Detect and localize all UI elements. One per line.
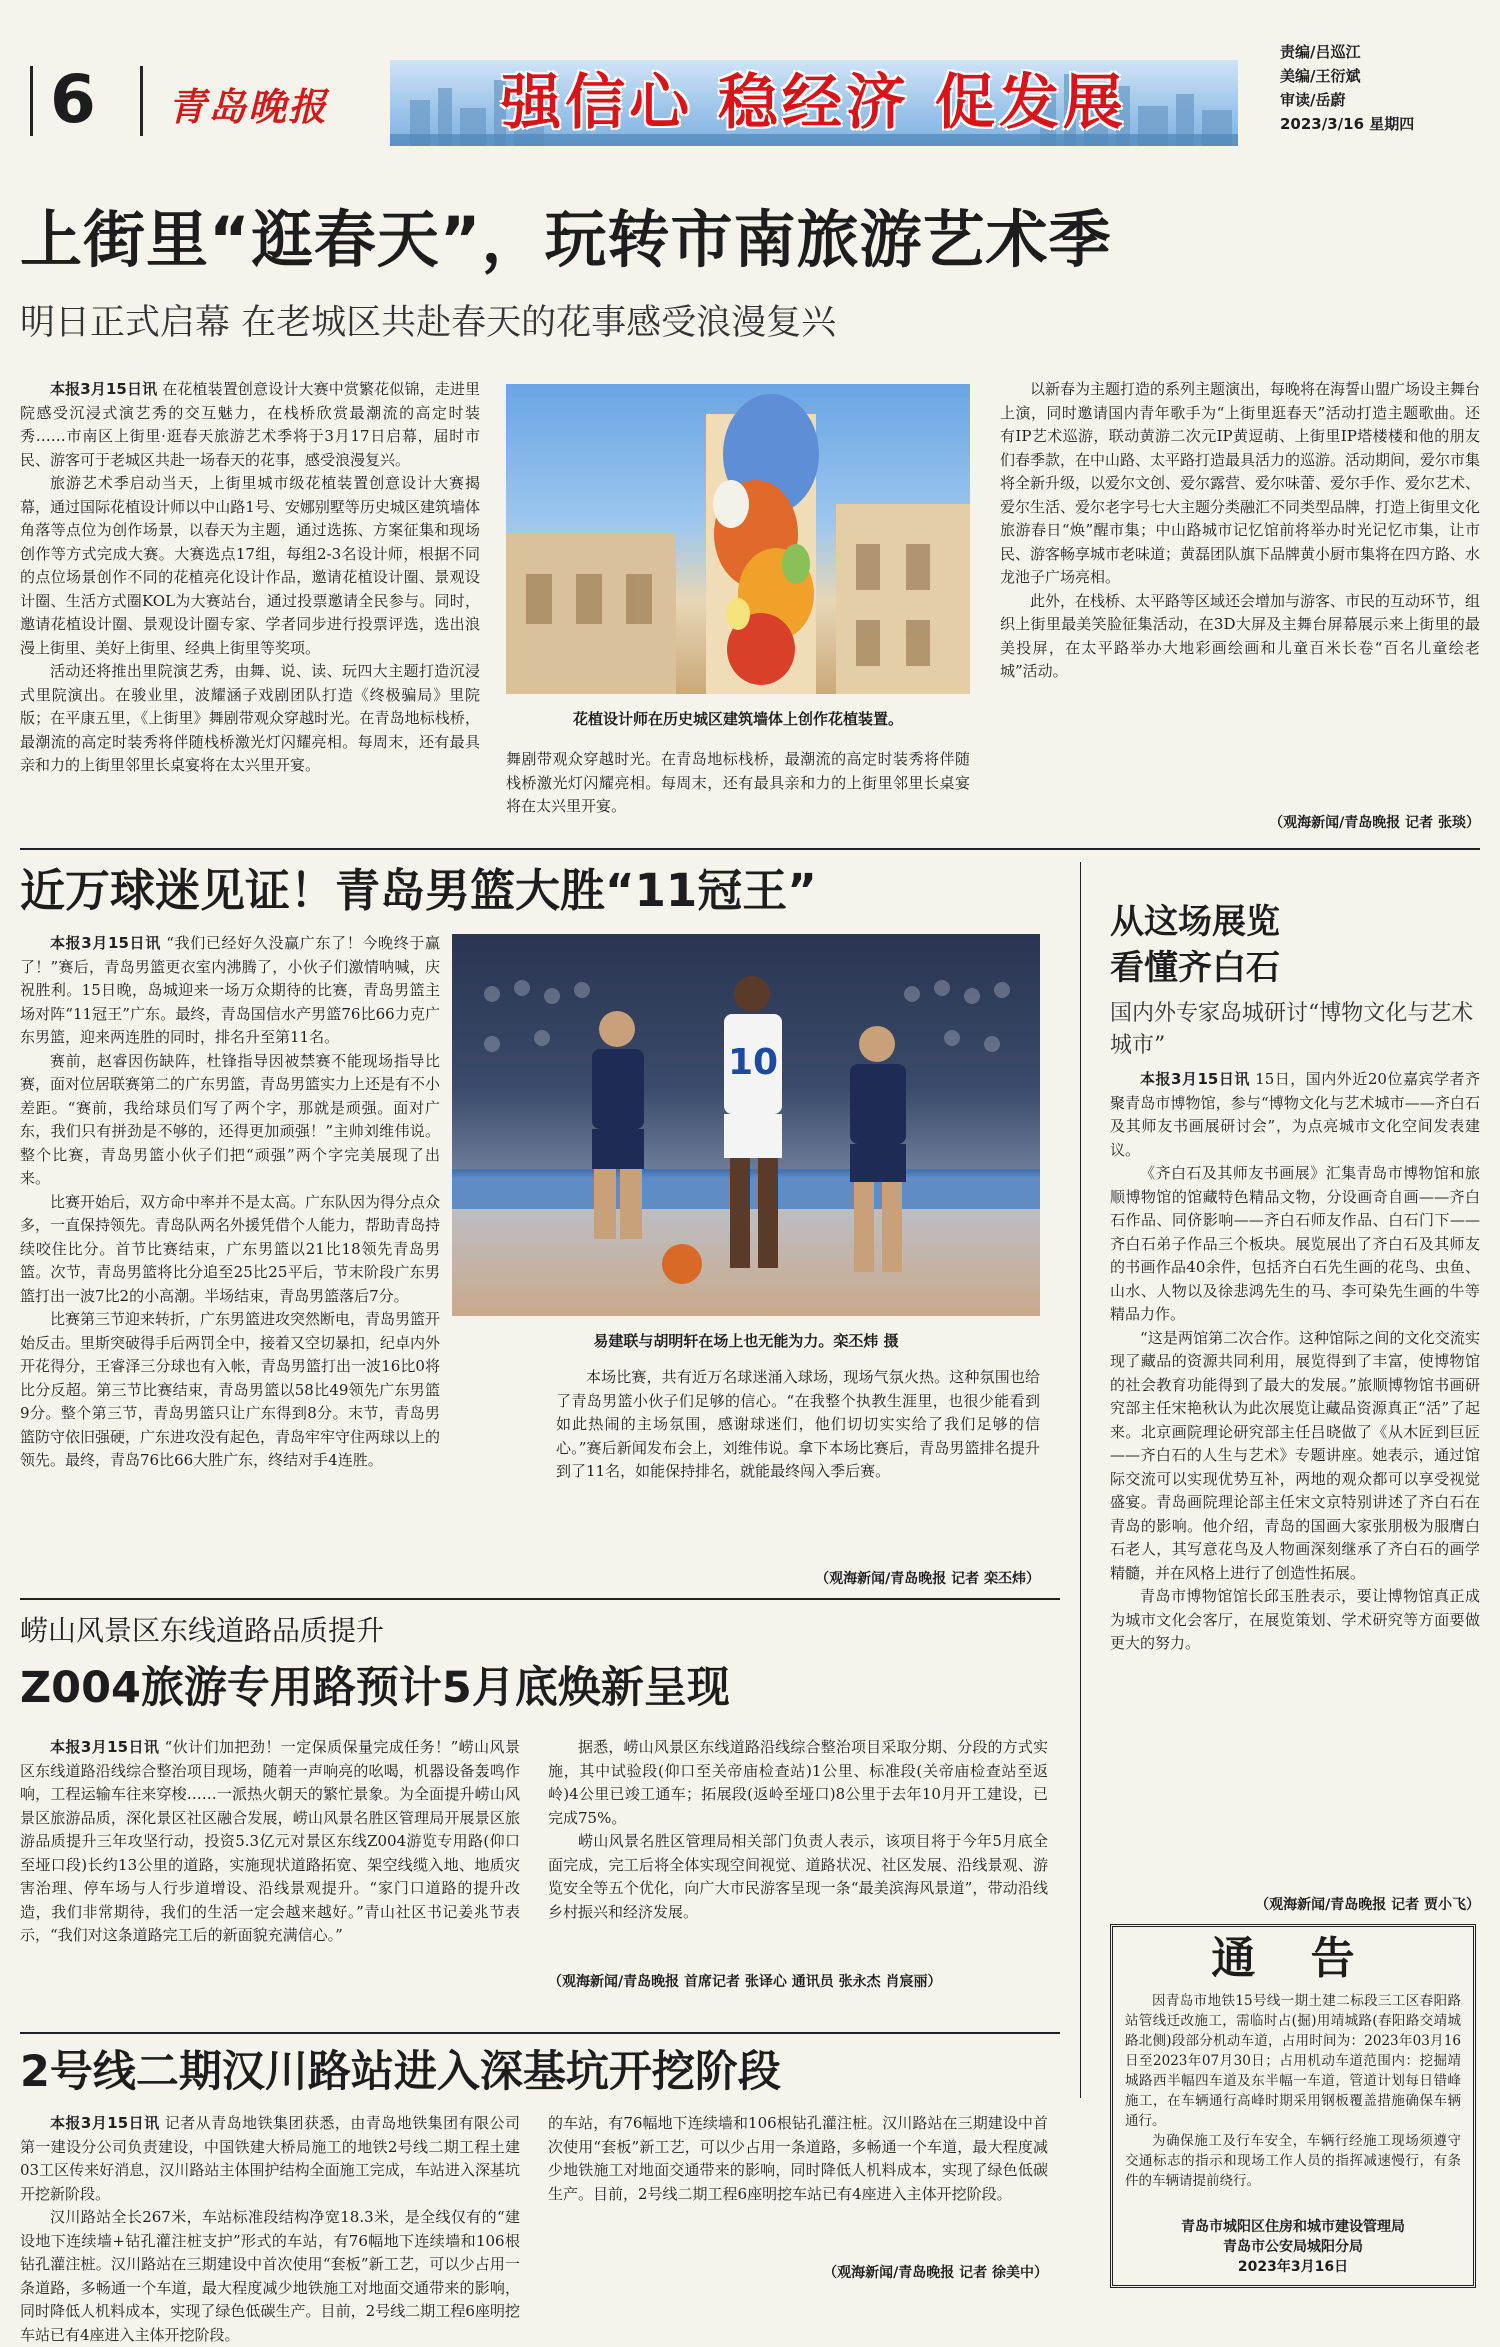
article5-headline-line1: 从这场展览 (1110, 902, 1280, 942)
article5-headline-line2: 看懂齐白石 (1110, 948, 1280, 988)
masthead-credits (1280, 40, 1414, 136)
proofreader-credit: 审读/岳蔚 (1280, 91, 1346, 109)
article5-subheadline: 国内外专家岛城研讨“博物文化与艺术城市” (1110, 1001, 1474, 1058)
paper-name-logo: 青岛晚报 (168, 84, 329, 129)
article3-p1: “伙计们加把劲！一定保质保量完成任务！”崂山风景区东线道路沿线综合整治项目现场，随着一声响亮的吆喝，机器设备轰鸣作响，工程运输车往来穿梭……一派热火朝天的繁忙景象。为全面提升崂山风景区旅游品质，深化景区社区融合发展，崂山风景名胜区管理局开展景区旅游品质提升三年攻坚行动，投资5.3亿元对景区东线Z004游览专用路(仰口至垭口段)长约13公里的道路，实施现状道路拓宽、架空线缆入地、地质灾害治理、停车场与人行步道增设、沿线景观提升。“家门口道路的提升改造，我们非常期待，我们的生活一定会越来越好。”青山社区书记姜兆节表示，“我们对这条道路完工后的新面貌充满信心。” (20, 1738, 520, 1944)
article1-photo (506, 384, 970, 694)
basketball-players-illustration (452, 934, 1040, 1316)
article5-body (1110, 1068, 1480, 1884)
masthead (0, 0, 1500, 150)
article3-p3: 崂山风景名胜区管理局相关部门负责人表示，该项目将于今年5月底全面完成，完工后将全体实现空间视觉、道路状况、社区发展、沿线景观、游览安全等五个优化，向广大市民游客呈现一条“最美滨海风景道”，带动沿线乡村振兴和经济发展。 (548, 1832, 1048, 1921)
notice-issuers (1113, 2217, 1473, 2277)
article2-headline: 近万球迷见证！青岛男篮大胜“11冠王” (20, 864, 817, 917)
article3-kicker: 崂山风景区东线道路品质提升 (20, 1614, 385, 1647)
article2-caption: 易建联与胡明轩在场上也无能为力。栾丕炜 摄 (593, 1332, 899, 1350)
article4-col-left (20, 2112, 520, 2344)
article4-col-right (548, 2112, 1048, 2252)
page-number-divider-left (30, 66, 33, 136)
article1-p1: 在花植装置创意设计大赛中赏繁花似锦，走进里院感受沉浸式演艺秀的交互魅力，在栈桥欣赏最潮流的高定时装秀……市南区上街里·逛春天旅游艺术季将于3月17日启幕，届时市民、游客可于老城区共赴一场春天的花事，感受浪漫复兴。 (20, 380, 481, 469)
article3-byline: （观海新闻/青岛晚报 首席记者 张译心 通讯员 张永杰 肖宸丽） (548, 1974, 942, 1990)
notice-body (1125, 1991, 1461, 2191)
article4-p2: 汉川路站全长267米，车站标准段结构净宽18.3米，是全线仅有的“建设地下连续墙+钻孔灌注桩支护”形式的车站，有76幅地下连续墙和106根钻孔灌注桩。汉川路站在三期建设中首次使用“套板”新工艺，可以少占用一条道路，多畅通一个车道，最大程度减少地铁施工对地面交通带来的影响，同时降低人机料成本，实现了绿色低碳生产。目前，2号线二期工程6座明挖车站已有4座进入主体开挖阶段。 (20, 2208, 520, 2344)
article4-p1: 记者从青岛地铁集团获悉，由青岛地铁集团有限公司第一建设分公司负责建设，中国铁建大桥局施工的地铁2号线二期工程土建03工区传来好消息，汉川路站主体围护结构全面施工完成，车站进入深基坑开挖新阶段。 (20, 2114, 520, 2203)
banner-slogan: 强信心 稳经济 促发展 (501, 68, 1127, 138)
article2-col-left (20, 932, 440, 1588)
designer-credit: 美编/王衍斌 (1280, 67, 1361, 85)
notice-issuer-2: 青岛市公安局城阳分局 (1223, 2239, 1363, 2255)
page-number: 6 (50, 61, 96, 138)
article2-p3: 比赛开始后，双方命中率并不是太高。广东队因为得分点众多，一直保持领先。青岛队两名外援凭借个人能力，帮助青岛持续咬住比分。首节比赛结束，广东男篮以21比18领先青岛男篮。次节，青岛男篮将比分追至25比25平后，节末阶段广东男篮打出一波7比2的小高潮。半场结束，青岛男篮落后7分。 (20, 1192, 441, 1305)
article5-p1: 15日，国内外近20位嘉宾学者齐聚青岛市博物馆，参与“博物文化与艺术城市——齐白石及其师友书画展研讨会”，为点亮城市文化空间发表建议。 (1110, 1070, 1480, 1159)
article2-p1: “我们已经好久没赢广东了！今晚终于赢了！”赛后，青岛男篮更衣室内沸腾了，小伙子们激情呐喊，庆祝胜利。15日晚，岛城迎来一场万众期待的比赛，青岛男篮主场对阵“11冠王”广东。最终，青岛国信水产男篮76比66力克广东男篮，迎来两连胜的同时，排名升至第11名。 (20, 934, 440, 1046)
notice-issuer-1: 青岛市城阳区住房和城市建设管理局 (1181, 2219, 1405, 2235)
article4-p2-continued: 的车站，有76幅地下连续墙和106根钻孔灌注桩。汉川路站在三期建设中首次使用“套板”新工艺，可以少占用一条道路，多畅通一个车道，最大程度减少地铁施工对地面交通带来的影响，同时降低人机料成本，实现了绿色低碳生产。目前，2号线二期工程6座明挖车站已有4座进入主体开挖阶段。 (548, 2114, 1048, 2203)
article2-p2: 赛前，赵睿因伤缺阵，杜锋指导因被禁赛不能现场指导比赛，面对位居联赛第二的广东男篮，青岛男篮实力上还是有不小差距。“赛前，我给球员们写了两个字，那就是顽强。面对广东，我们只有拼劲是不够的，还得更加顽强！”主帅刘维伟说。整个比赛，青岛男篮小伙子们把“顽强”两个字完美展现了出来。 (20, 1051, 441, 1187)
page-number-divider-right (140, 66, 143, 136)
article2-p4: 比赛第三节迎来转折，广东男篮进攻突然断电，青岛男篮开始反击。里斯突破得手后两罚全中，接着又空切暴扣，纪卓内外开花得分，王睿泽三分球也有入帐，青岛男篮打出一波16比0将比分反超。第三节比赛结束，青岛男篮以58比49领先广东男篮9分。整个第三节，青岛男篮只让广东得到8分。末节，青岛男篮防守依旧强硬，广东进攻没有起色，青岛牢牢守住两球以上的领先。最终，青岛76比66大胜广东，终结对手4连胜。 (20, 1310, 441, 1469)
article5-lead: 本报3月15日讯 (1140, 1070, 1250, 1088)
article2-byline: （观海新闻/青岛晚报 记者 栾丕炜） (815, 1571, 1040, 1587)
article4-lead: 本报3月15日讯 (50, 2114, 160, 2132)
vertical-divider-right-column (1080, 862, 1081, 2098)
article4-headline: 2号线二期汉川路站进入深基坑开挖阶段 (20, 2047, 781, 2097)
article1-col-middle (506, 748, 970, 838)
article1-headline: 上街里“逛春天”，玩转市南旅游艺术季 (20, 203, 1112, 276)
article2-col-right (556, 1366, 1040, 1558)
article2-photo (452, 934, 1040, 1316)
article3-lead: 本报3月15日讯 (50, 1738, 160, 1756)
article5-byline: （观海新闻/青岛晚报 记者 贾小飞） (1255, 1897, 1480, 1913)
article1-p3: 活动还将推出里院演艺秀，由舞、说、读、玩四大主题打造沉浸式里院演出。在骏业里，波耀涵子戏剧团队打造《终极骗局》里院版；在平康五里，《上街里》舞剧带观众穿越时光。在青岛地标栈桥，最潮流的高定时装秀将伴随栈桥激光灯闪耀亮相。每周末，还有最具亲和力的上街里邻里长桌宴将在太兴里开宴。 (20, 662, 480, 774)
notice-box (1110, 1924, 1476, 2288)
article1-p3-continued: 舞剧带观众穿越时光。在青岛地标栈桥，最潮流的高定时装秀将伴随栈桥激光灯闪耀亮相。每周末，还有最具亲和力的上街里邻里长桌宴将在太兴里开宴。 (506, 750, 970, 815)
article3-headline: Z004旅游专用路预计5月底焕新呈现 (20, 1663, 730, 1713)
notice-p2: 为确保施工及行车安全，车辆行经施工现场须遵守交通标志的指示和现场工作人员的指挥减速慢行，有条件的车辆请提前绕行。 (1125, 2133, 1461, 2189)
notice-title: 通 告 (1211, 1933, 1375, 1984)
article3-p2: 据悉，崂山风景区东线道路沿线综合整治项目采取分期、分段的方式实施，其中试验段(仰口至关帝庙检查站)1公里、标准段(关帝庙检查站至返岭)4公里已竣工通车；拓展段(返岭至垭口)8公里于去年10月开工建设，已完成75%。 (548, 1738, 1048, 1827)
article1-subheadline: 明日正式启幕 在老城区共赴春天的花事感受浪漫复兴 (20, 303, 837, 343)
article1-p4: 以新春为主题打造的系列主题演出，每晚将在海誓山盟广场设主舞台上演，同时邀请国内青年歌手为“上街里逛春天”活动打造主题歌曲。还有IP艺术巡游，联动黄游二次元IP黄逗萌、上街里IP塔楼楼和他的朋友们春季款，在中山路、太平路打造最具活力的巡游。活动期间，爱尔市集将全新升级，以爱尔文创、爱尔露营、爱尔味蕾、爱尔手作、爱尔艺术、爱尔生活、爱尔老字号七大主题分类融汇不同类型品牌，打造上街里文化旅游春日“焕”醒市集；中山路城市记忆馆前将举办时光记忆市集，让市民、游客畅享城市老味道；黄磊团队旗下品牌黄小厨市集将在四方路、水龙池子广场亮相。 (1000, 380, 1481, 586)
article1-col-left (20, 378, 480, 838)
article1-col-right (1000, 378, 1480, 808)
article3-col-left (20, 1736, 520, 2020)
article3-col-right (548, 1736, 1048, 1964)
flower-installation-illustration (506, 384, 970, 694)
article5-p3: “这是两馆第二次合作。这种馆际之间的文化交流实现了藏品的资源共同利用，展览得到了丰富，使博物馆的社会教育功能得到了最大的发展。”旅顺博物馆书画研究部主任宋艳秋认为此次展览让藏品资源真正“活”了起来。北京画院理论研究部主任吕晓做了《从木匠到巨匠——齐白石的人生与艺术》专题讲座。她表示，通过馆际交流可以实现优势互补，两地的观众都可以享受视觉盛宴。青岛画院理论部主任宋文京特别讲述了齐白石在青岛的影响。他介绍，青岛的国画大家张朋极为服膺白石老人，其写意花鸟及人物画深刻继承了齐白石的画学精髓，并在风格上进行了创造性拓展。 (1110, 1328, 1480, 1582)
divider-article3 (20, 2032, 1060, 2034)
article4-byline: （观海新闻/青岛晚报 记者 徐美中） (823, 2265, 1048, 2281)
article1-p5: 此外，在栈桥、太平路等区域还会增加与游客、市民的互动环节，组织上街里最美笑脸征集活动，在3D大屏及主舞台屏幕展示来上街里的最美投屏，在太平路举办大地彩画绘画和儿童百米长卷“百名儿童绘老城”活动。 (1000, 591, 1481, 680)
article2-lead: 本报3月15日讯 (50, 934, 161, 952)
notice-date: 2023年3月16日 (1237, 2259, 1349, 2275)
issue-date: 2023/3/16 星期四 (1280, 115, 1415, 133)
article1-caption: 花植设计师在历史城区建筑墙体上创作花植装置。 (572, 710, 903, 728)
divider-article1 (20, 848, 1480, 850)
article5-p4: 青岛市博物馆馆长邱玉胜表示，要让博物馆真正成为城市文化会客厅，在展览策划、学术研究等方面要做更大的努力。 (1110, 1587, 1480, 1652)
article1-p2: 旅游艺术季启动当天，上街里城市级花植装置创意设计大赛揭幕，通过国际花植设计师以中山路1号、安娜别墅等历史城区建筑墙体角落等点位为创作场景，以春天为主题，通过选拣、方案征集和现场创作等方式完成大赛。大赛选点17组，每组2-3名设计师，根据不同的点位场景创作不同的花植亮化设计作品，邀请花植设计圈、景观设计圈、生活方式圈KOL为大赛站台，通过投票邀请全民参与。同时，邀请花植设计圈、景观设计圈专家、学者同步进行投票评选，选出浪漫上街里、美好上街里、经典上街里等奖项。 (20, 474, 480, 657)
article5-p2: 《齐白石及其师友书画展》汇集青岛市博物馆和旅顺博物馆的馆藏特色精品文物，分设画奇自画——齐白石作品、同侪影响——齐白石师友作品、白石门下——齐白石弟子作品三个板块。展览展出了齐白石及其师友的书画作品40余件，包括齐白石先生画的花鸟、虫鱼、山水、人物以及徐悲鸿先生的马、李可染先生画的牛等精品力作。 (1110, 1164, 1480, 1323)
divider-article2 (20, 1598, 1060, 1600)
article1-lead: 本报3月15日讯 (50, 380, 158, 398)
banner (390, 60, 1238, 146)
editor-credit: 责编/吕巡江 (1280, 43, 1361, 61)
article2-p5: 本场比赛，共有近万名球迷涌入球场，现场气氛火热。这种氛围也给了青岛男篮小伙子们足够的信心。“在我整个执教生涯里，也很少能看到如此热闹的主场氛围，感谢球迷们，他们切切实实给了我们足够的信心。”赛后新闻发布会上，刘维伟说。拿下本场比赛后，青岛男篮排名提升到了11名，如能保持排名，就能最终闯入季后赛。 (556, 1368, 1040, 1480)
jersey-number: 10 (727, 1042, 779, 1083)
article1-byline: （观海新闻/青岛晚报 记者 张琰） (1269, 815, 1480, 831)
notice-p1: 因青岛市地铁15号线一期土建二标段三工区春阳路站管线迁改施工，需临时占(掘)用靖城路(春阳路交靖城路北侧)段部分机动车道，占用时间为：2023年03月16日至2023年07月30日；占用机动车道范围内：挖掘靖城路西半幅四车道及东半幅一车道，管道计划每日错峰施工，在车辆通行高峰时期采用钢板覆盖措施确保车辆通行。 (1125, 1993, 1461, 2129)
